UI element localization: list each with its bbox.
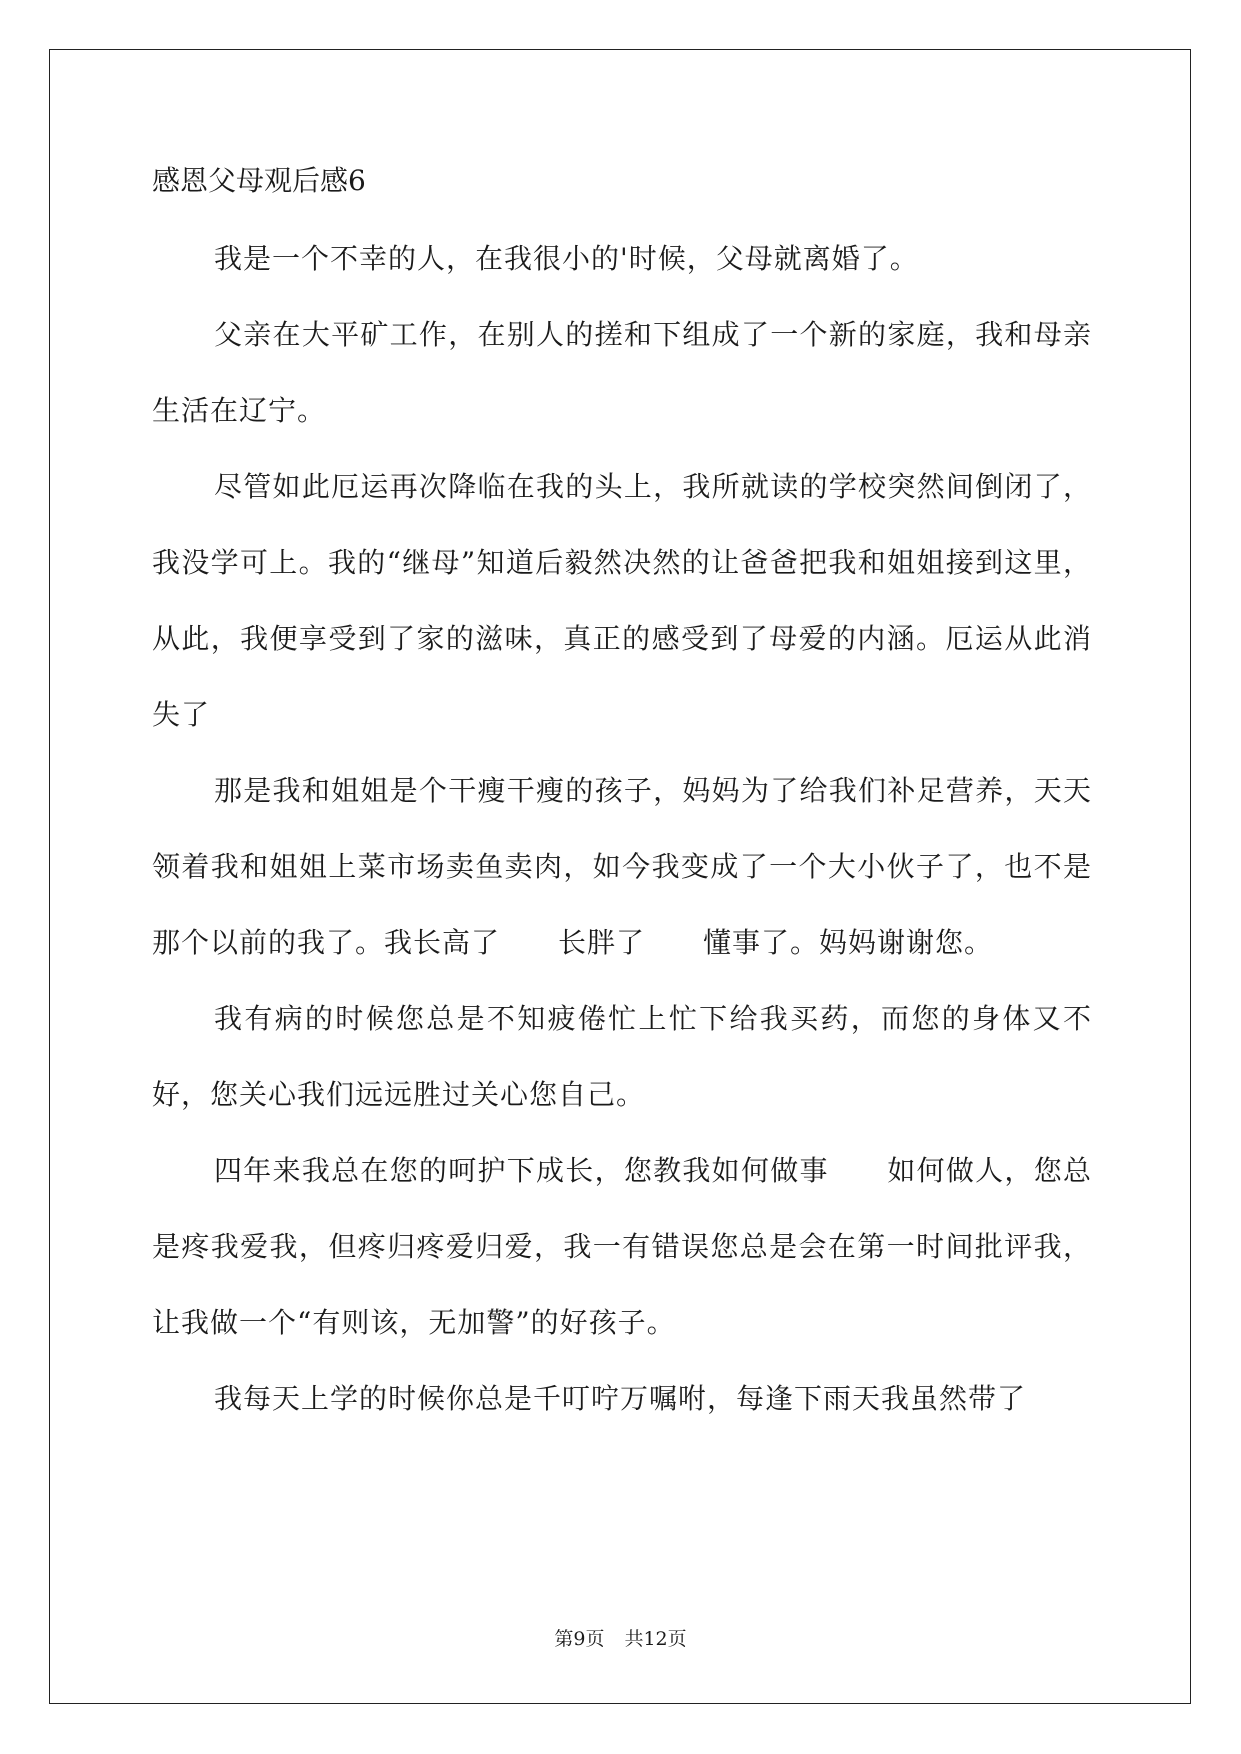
document-body xyxy=(152,163,1092,1437)
paragraph: 四年来我总在您的呵护下成长，您教我如何做事 如何做人，您总是疼我爱我，但疼归疼爱归爱，我一有错误您总是会在第一时间批评我，让我做一个“有则该，无加警”的好孩子。 xyxy=(152,1154,1092,1339)
paragraph: 我每天上学的时候你总是千叮咛万嘱咐，每逢下雨天我虽然带了 xyxy=(214,1382,1027,1415)
paragraph: 我有病的时候您总是不知疲倦忙上忙下给我买药，而您的身体又不好，您关心我们远远胜过关心您自己。 xyxy=(152,1002,1092,1111)
paragraph: 父亲在大平矿工作，在别人的搓和下组成了一个新的家庭，我和母亲生活在辽宁。 xyxy=(152,318,1092,427)
page-footer xyxy=(0,1627,1241,1651)
document-title: 感恩父母观后感6 xyxy=(152,164,366,197)
paragraph: 尽管如此厄运再次降临在我的头上，我所就读的学校突然间倒闭了，我没学可上。我的“继母”知道后毅然决然的让爸爸把我和姐姐接到这里，从此，我便享受到了家的滋味，真正的感受到了母爱的内涵。厄运从此消失了 xyxy=(152,470,1092,731)
page-number: 第9页 xyxy=(554,1628,605,1650)
paragraph: 我是一个不幸的人，在我很小的'时候，父母就离婚了。 xyxy=(214,242,919,275)
page-total: 共12页 xyxy=(624,1628,687,1650)
paragraph: 那是我和姐姐是个干瘦干瘦的孩子，妈妈为了给我们补足营养，天天领着我和姐姐上菜市场卖鱼卖肉，如今我变成了一个大小伙子了，也不是那个以前的我了。我长高了 长胖了 懂事了。妈妈谢谢您。 xyxy=(152,774,1092,959)
